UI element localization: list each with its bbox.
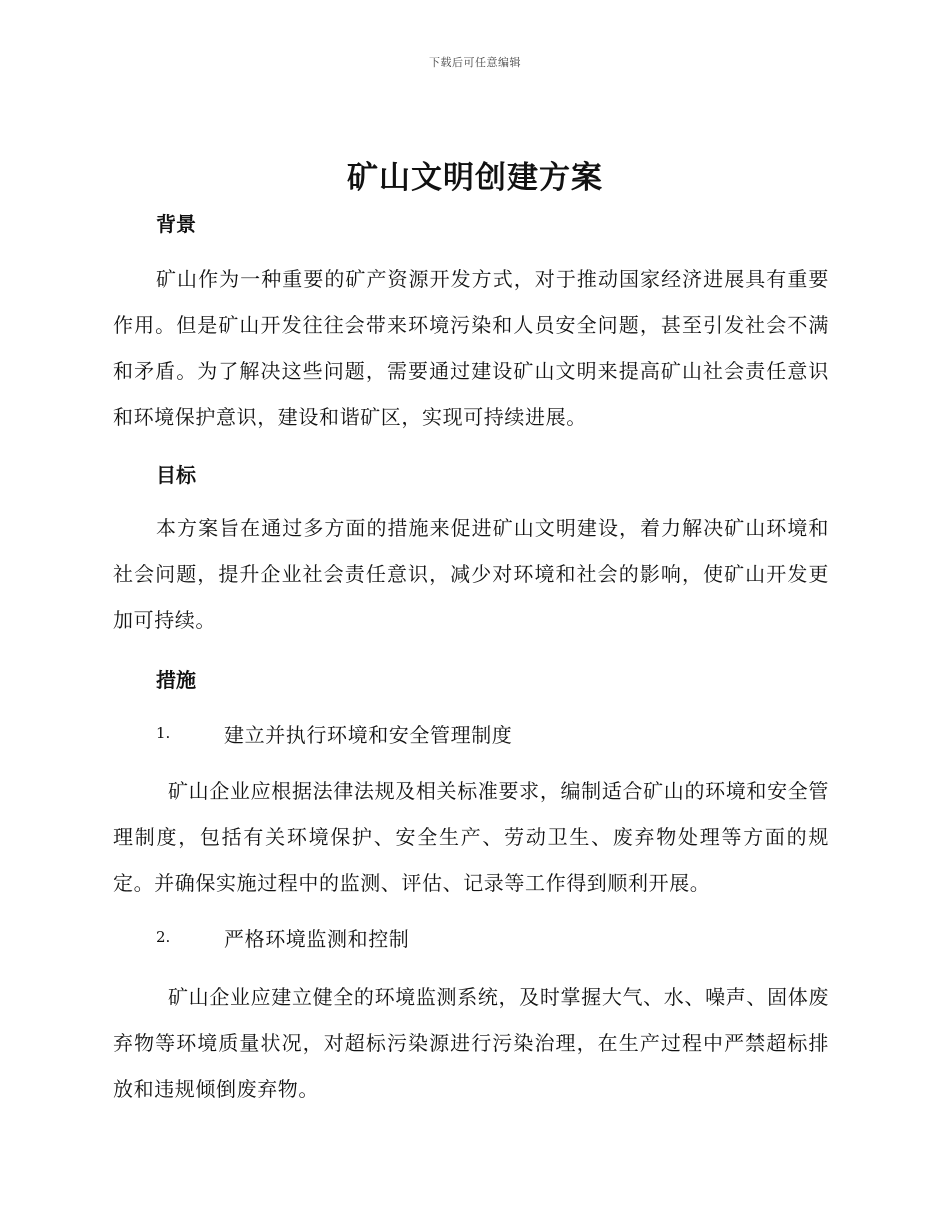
list-number: 2. [156, 928, 171, 946]
section-heading-goal: 目标 [156, 463, 196, 487]
section-heading-measures: 措施 [156, 668, 196, 692]
paragraph-background: 矿山作为一种重要的矿产资源开发方式，对于推动国家经济进展具有重要作用。但是矿山开发往往会带来环境污染和人员安全问题，甚至引发社会不满和矛盾。为了解决这些问题，需要通过建设矿山文明来提高矿山社会责任意识和环境保护意识，建设和谐矿区，实现可持续进展。 [113, 267, 829, 429]
paragraph-measure-2: 矿山企业应建立健全的环境监测系统，及时掌握大气、水、噪声、固体废弃物等环境质量状况，对超标污染源进行污染治理，在生产过程中严禁超标排放和违规倾倒废弃物。 [113, 985, 829, 1101]
paragraph-goal: 本方案旨在通过多方面的措施来促进矿山文明建设，着力解决矿山环境和社会问题，提升企业社会责任意识，减少对环境和社会的影响，使矿山开发更加可持续。 [113, 516, 829, 632]
list-number: 1. [156, 724, 171, 742]
header-note: 下载后可任意编辑 [429, 56, 521, 69]
measure-item-2 [156, 922, 409, 952]
measure-title: 建立并执行环境和安全管理制度 [224, 722, 513, 747]
measure-item-1 [156, 718, 512, 748]
paragraph-measure-1: 矿山企业应根据法律法规及相关标准要求，编制适合矿山的环境和安全管理制度，包括有关环境保护、安全生产、劳动卫生、废弃物处理等方面的规定。并确保实施过程中的监测、评估、记录等工作得到顺利开展。 [113, 779, 829, 895]
measure-title: 严格环境监测和控制 [224, 926, 410, 951]
section-heading-background: 背景 [156, 212, 196, 236]
document-title: 矿山文明创建方案 [347, 160, 603, 196]
